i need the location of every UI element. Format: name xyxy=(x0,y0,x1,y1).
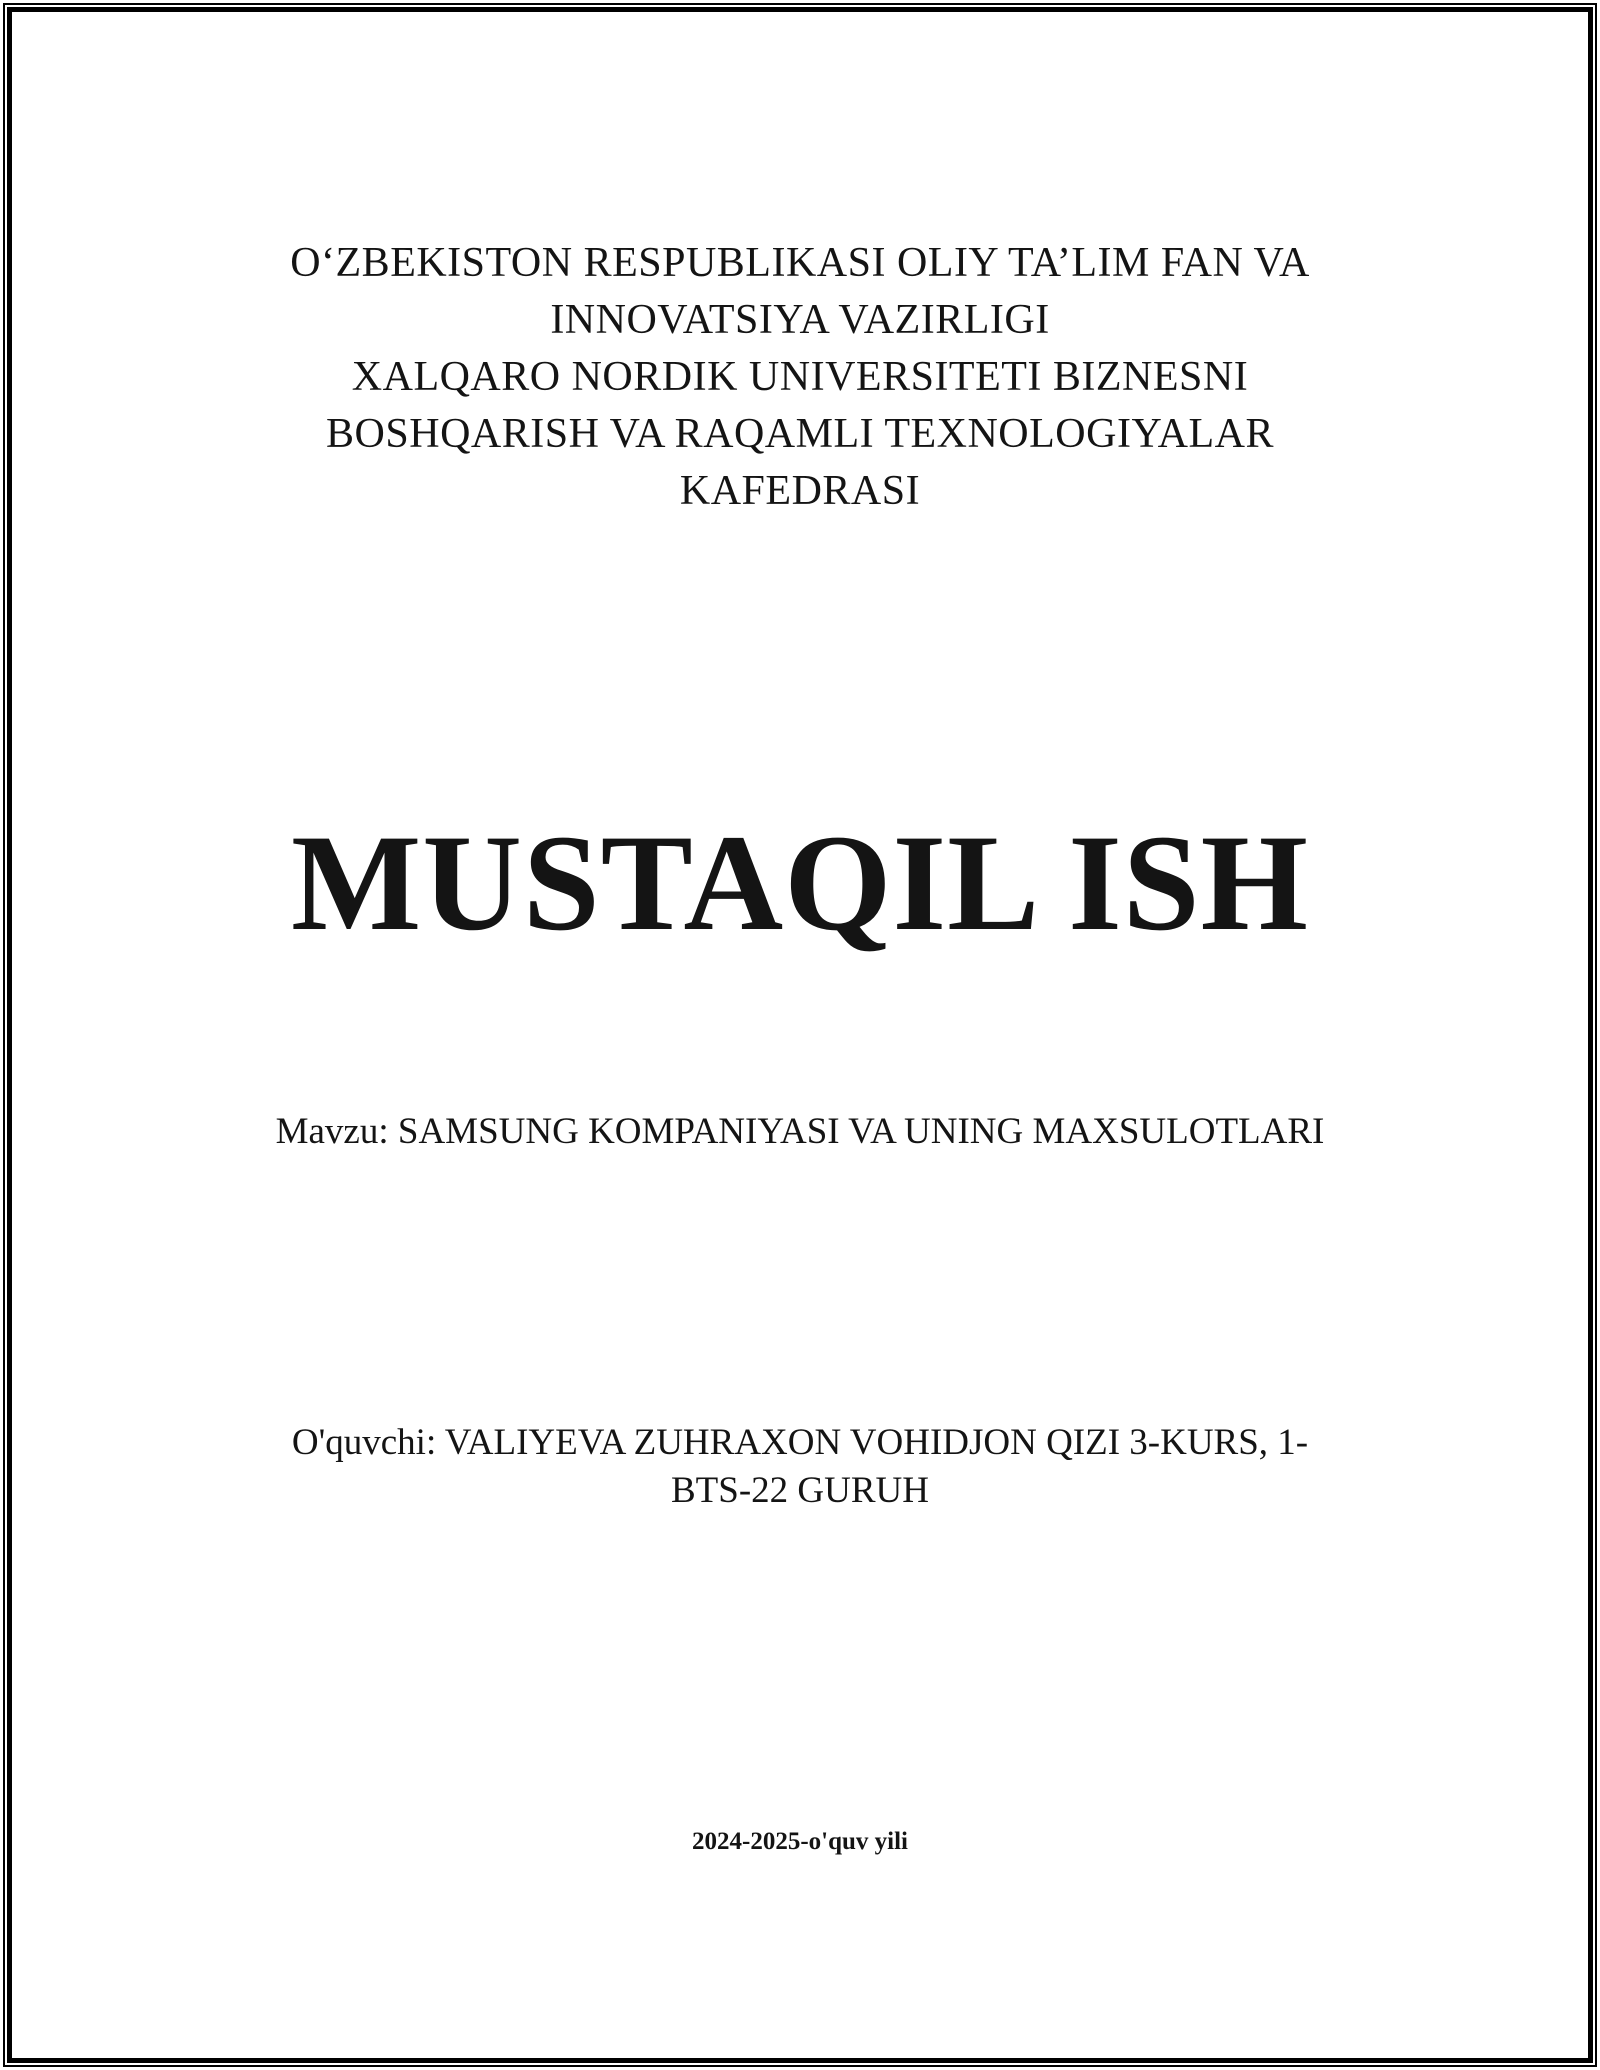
header-line-2: INNOVATSIYA VAZIRLIGI xyxy=(550,297,1050,343)
header-line-4: BOSHQARISH VA RAQAMLI TEXNOLOGIYALAR xyxy=(326,411,1274,457)
ministry-header xyxy=(60,235,1540,520)
student-line-1: O'quvchi: VALIYEVA ZUHRAXON VOHIDJON QIZI 3-KURS, 1- xyxy=(291,1422,1309,1463)
student-block xyxy=(60,1419,1540,1515)
student-line-2: BTS-22 GURUH xyxy=(671,1470,929,1511)
header-line-1: O‘ZBEKISTON RESPUBLIKASI OLIY TA’LIM FAN VA xyxy=(290,240,1310,286)
academic-year: 2024-2025-o'quv yili xyxy=(692,1828,908,1855)
topic-line: Mavzu: SAMSUNG KOMPANIYASI VA UNING MAXSULOTLARI xyxy=(275,1111,1325,1152)
header-line-5: KAFEDRASI xyxy=(679,468,921,514)
header-line-3: XALQARO NORDIK UNIVERSITETI BIZNESNI xyxy=(351,354,1249,400)
document-title: MUSTAQIL ISH xyxy=(291,806,1309,959)
